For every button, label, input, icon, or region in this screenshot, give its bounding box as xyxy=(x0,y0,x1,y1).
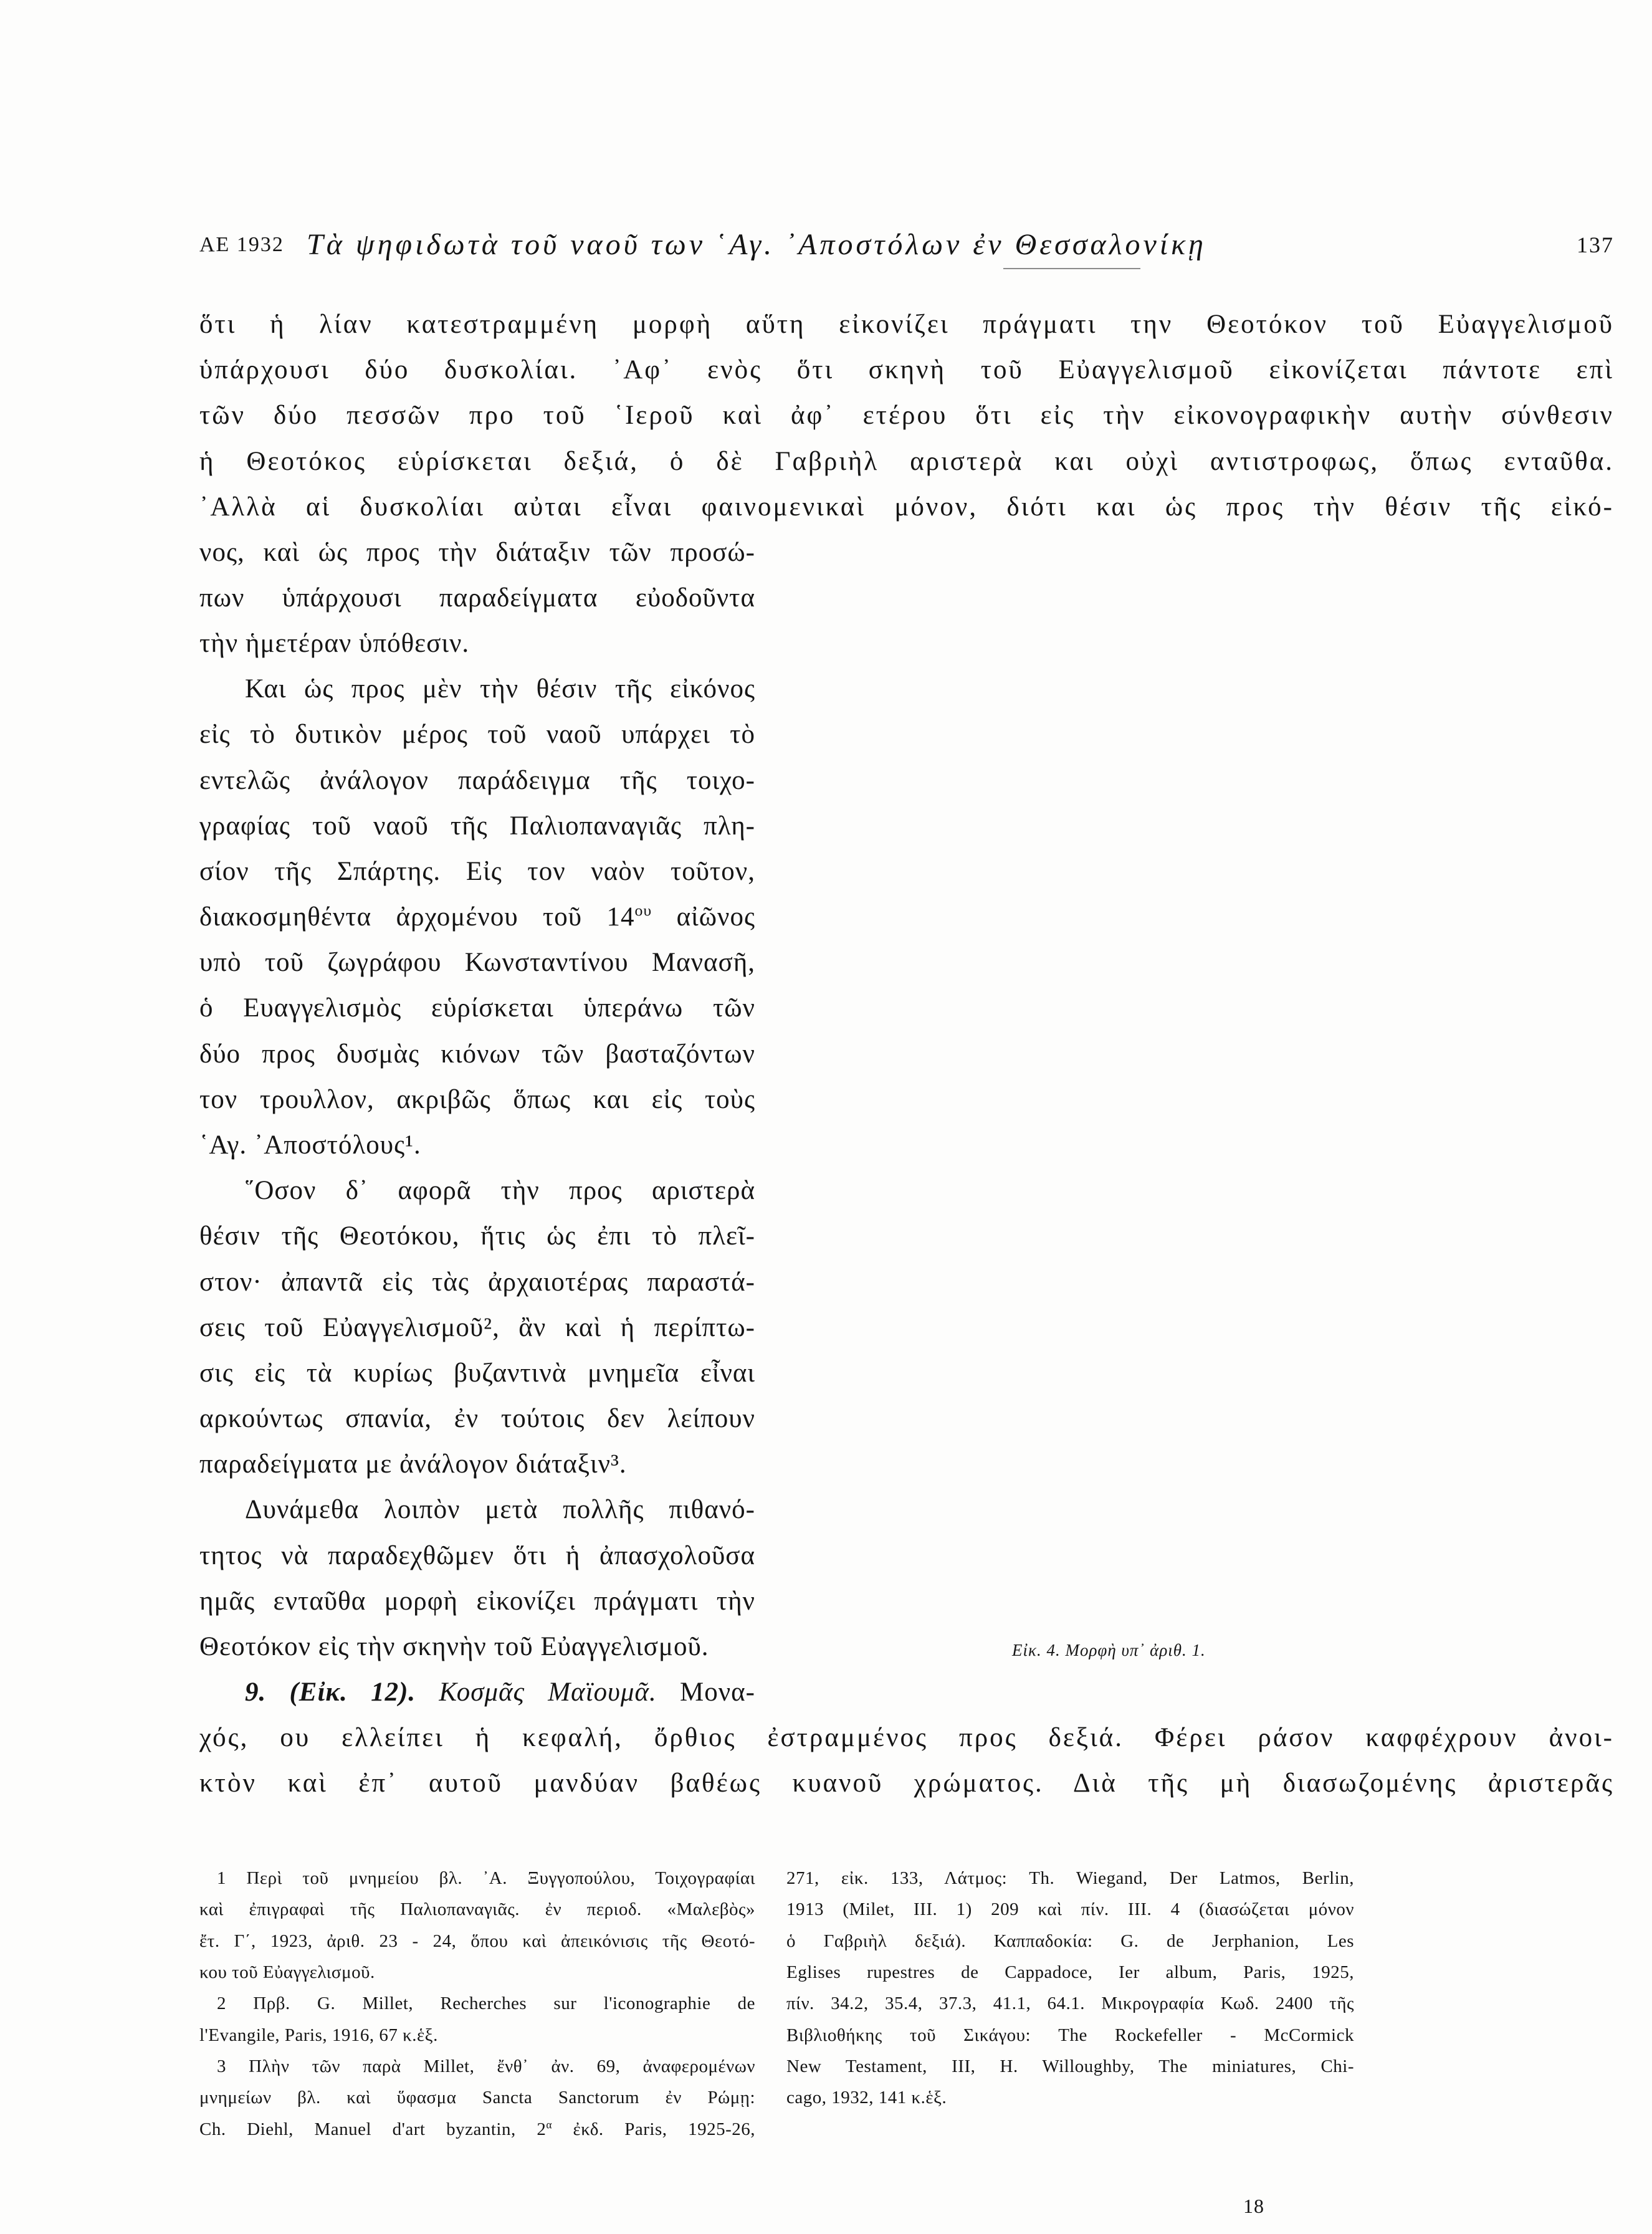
signature-mark: 18 xyxy=(1243,2195,1264,2217)
body-line: δύο προς δυσμὰς κιόνων τῶν βασταζόντων xyxy=(199,1039,755,1069)
footnote-line: καὶ ἐπιγραφαὶ τῆς Παλιοπαναγιᾶς. ἐν περιοδ. «Μαλεβὸς» xyxy=(199,1899,755,1919)
body-line: αρκούντως σπανία, ἐν τούτοις δεν λείπουν xyxy=(199,1404,755,1433)
body-line: ὁ Ευαγγελισμὸς εὑρίσκεται ὑπεράνω τῶν xyxy=(199,993,755,1023)
footnote-line: Eglises rupestres de Cappadoce, Ier album, Paris, 1925, xyxy=(786,1962,1354,1982)
body-line: Θεοτόκον εἰς τὴν σκηνὴν τοῦ Εὐαγγελισμοῦ. xyxy=(199,1632,709,1661)
header-rule xyxy=(1003,268,1140,269)
body-line: σεις τοῦ Εὐαγγελισμοῦ², ἂν καὶ ἡ περίπτω- xyxy=(199,1313,755,1342)
body-line: χός, ου ελλείπει ἡ κεφαλή, ὄρθιος ἐστραμμένος προς δεξιά. Φέρει ράσον καφφέχρουν ἀνοι- xyxy=(199,1723,1614,1752)
footnote-line: 2 Πρβ. G. Millet, Recherches sur l'iconographie de xyxy=(217,1993,755,2013)
body-line: υπὸ τοῦ ζωγράφου Κωνσταντίνου Μανασῆ, xyxy=(199,948,755,977)
body-line: κτὸν καὶ ἐπ᾿ αυτοῦ μανδύαν βαθέως κυανοῦ χρώματος. Διὰ τῆς μὴ διασωζομένης ἀριστερᾶς xyxy=(199,1769,1614,1798)
footnote-line: ἔτ. Γ΄, 1923, ἀριθ. 23 - 24, ὅπου καὶ ἀπεικόνισις τῆς Θεοτό- xyxy=(199,1931,755,1951)
body-line: εἰς τὸ δυτικὸν μέρος τοῦ ναοῦ υπάρχει τὸ xyxy=(199,720,755,749)
footnote-line: 3 Πλὴν τῶν παρὰ Millet, ἔνθ᾿ ἀν. 69, ἀναφερομένων xyxy=(217,2056,755,2076)
footnote-line: κου τοῦ Εὐαγγελισμοῦ. xyxy=(199,1962,375,1982)
body-line: γραφίας τοῦ ναοῦ τῆς Παλιοπαναγιᾶς πλη- xyxy=(199,811,755,841)
body-line: ῾Αγ. ᾿Αποστόλους¹. xyxy=(199,1130,421,1160)
body-line: τῶν δύο πεσσῶν προ τοῦ ῾Ιεροῦ καὶ ἀφ᾿ ετέρου ὅτι εἰς τὴν εἰκονογραφικὴν αυτὴν σύνθεσιν xyxy=(199,401,1614,430)
body-line: ἡ Θεοτόκος εὑρίσκεται δεξιά, ὁ δὲ Γαβριὴλ αριστερὰ και οὐχὶ αντιστροφως, ὅπως ενταῦθα. xyxy=(199,447,1614,476)
body-line: εντελῶς ἀνάλογον παράδειγμα τῆς τοιχο- xyxy=(199,766,755,795)
body-line: σίον τῆς Σπάρτης. Εἰς τον ναὸν τοῦτον, xyxy=(199,857,755,886)
journal-label: ΑΕ 1932 xyxy=(199,233,284,256)
footnote-line: Βιβλιοθήκης τοῦ Σικάγου: The Rockefeller - McCormick xyxy=(786,2025,1354,2045)
body-line-segment: αἰῶνος xyxy=(652,902,755,932)
superscript-ordinal: ου xyxy=(634,901,652,920)
body-line: Δυνάμεθα λοιπὸν μετὰ πολλῆς πιθανό- xyxy=(245,1495,755,1524)
body-line: τητος νὰ παραδεχθῶμεν ὅτι ἡ ἀπασχολοῦσα xyxy=(199,1541,755,1570)
footnote-line: 271, εἰκ. 133, Λάτμος: Th. Wiegand, Der Latmos, Berlin, xyxy=(786,1868,1354,1888)
body-line-segment: Μονα- xyxy=(656,1678,755,1707)
footnote-line: l'Evangile, Paris, 1916, 67 κ.ἑξ. xyxy=(199,2025,438,2045)
body-line: σις εἰς τὰ κυρίως βυζαντινὰ μνημεῖα εἶναι xyxy=(199,1358,755,1388)
figure-caption: Εἰκ. 4. Μορφὴ υπ᾿ ἀριθ. 1. xyxy=(1012,1641,1206,1659)
footnote-line xyxy=(199,2114,755,2145)
footnote-line: New Testament, III, H. Willoughby, The miniatures, Chi- xyxy=(786,2056,1354,2076)
footnote-line: πίν. 34.2, 35.4, 37.3, 41.1, 64.1. Μικρογραφία Κωδ. 2400 τῆς xyxy=(786,1993,1354,2013)
body-line: ὑπάρχουσι δύο δυσκολίαι. ᾿Αφ᾿ ενὸς ὅτι σκηνὴ τοῦ Εὐαγγελισμοῦ εἰκονίζεται πάντοτε επὶ xyxy=(199,355,1614,384)
body-line: τὴν ἡμετέραν ὑπόθεσιν. xyxy=(199,629,470,658)
body-line: ὅτι ἡ λίαν κατεστραμμένη μορφὴ αὕτη εἰκονίζει πράγματι την Θεοτόκον τοῦ Εὐαγγελισμοῦ xyxy=(199,310,1614,339)
body-line: ημᾶς ενταῦθα μορφὴ εἰκονίζει πράγματι τὴν xyxy=(199,1587,755,1616)
footnote-line: 1913 (Milet, III. 1) 209 καὶ πίν. III. 4 (διασώζεται μόνον xyxy=(786,1899,1354,1919)
body-line xyxy=(245,1669,755,1715)
page-number: 137 xyxy=(1577,232,1614,257)
item-title: Κοσμᾶς Μαϊουμᾶ. xyxy=(416,1678,657,1707)
footnote-line: ὁ Γαβριὴλ δεξιά). Καππαδοκία: G. de Jerphanion, Les xyxy=(786,1931,1354,1951)
body-line: ᾿Αλλὰ αἱ δυσκολίαι αὐται εἶναι φαινομενικαὶ μόνον, διότι και ὡς προς τὴν θέσιν τῆς εἰκό- xyxy=(199,492,1614,522)
footnote-segment: ἐκδ. Paris, 1925-26, xyxy=(551,2119,755,2139)
item-number: 9. (Εἰκ. 12). xyxy=(245,1678,416,1707)
footnote-segment: Ch. Diehl, Manuel d'art byzantin, 2 xyxy=(199,2119,547,2139)
superscript-ordinal: α xyxy=(546,2118,552,2131)
body-line: τον τρουλλον, ακριβῶς ὅπως και εἰς τοὺς xyxy=(199,1085,755,1114)
body-line: νος, καὶ ὡς προς τὴν διάταξιν τῶν προσώ- xyxy=(199,538,755,567)
footnote-line: μνημείων βλ. καὶ ὕφασμα Sancta Sanctorum ἐν Ρώμῃ: xyxy=(199,2088,755,2108)
body-line xyxy=(199,894,755,940)
body-line-segment: διακοσμηθέντα ἀρχομένου τοῦ 14 xyxy=(199,902,635,932)
body-line: πων ὑπάρχουσι παραδείγματα εὐοδοῦντα xyxy=(199,583,755,613)
footnote-line: 1 Περὶ τοῦ μνημείου βλ. ᾿Α. Ξυγγοπούλου, Τοιχογραφίαι xyxy=(217,1868,755,1888)
running-title: Τὰ ψηφιδωτὰ τοῦ ναοῦ των ῾Αγ. ᾿Αποστόλων ἐν Θεσσαλονίκῃ xyxy=(307,228,1206,261)
body-line: στον· ἀπαντᾶ εἰς τὰς ἀρχαιοτέρας παραστά- xyxy=(199,1267,755,1297)
body-line: θέσιν τῆς Θεοτόκου, ἥτις ὡς ἐπι τὸ πλεῖ- xyxy=(199,1221,755,1251)
footnote-line: cago, 1932, 141 κ.ἑξ. xyxy=(786,2088,947,2108)
body-line: ῞Οσον δ᾿ αφορᾶ τὴν προς αριστερὰ xyxy=(245,1176,755,1205)
body-line: παραδείγματα με ἀνάλογον διάταξιν³. xyxy=(199,1449,627,1479)
body-line: Και ὡς προς μὲν τὴν θέσιν τῆς εἰκόνος xyxy=(245,674,755,704)
